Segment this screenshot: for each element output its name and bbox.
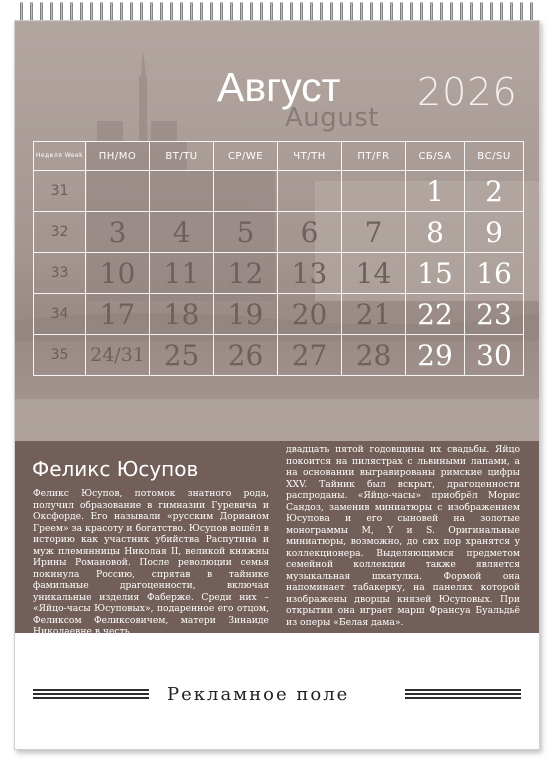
weekend-day-cell: 15: [406, 253, 465, 294]
day-cell: 20: [278, 294, 342, 335]
calendar-grid: [33, 141, 524, 376]
day-cell: [342, 171, 406, 212]
day-cell: 13: [278, 253, 342, 294]
day-cell: [86, 171, 150, 212]
weekend-day-cell: 22: [406, 294, 465, 335]
ad-decor-lines-right: [405, 689, 521, 700]
weekday-header: ЧТ/TH: [278, 142, 342, 171]
week-row: [34, 335, 524, 376]
day-cell: 17: [86, 294, 150, 335]
weekend-day-cell: 23: [465, 294, 524, 335]
background-photo-notre-dame: [15, 21, 539, 441]
month-title-en: August: [285, 103, 379, 133]
weekday-header: ПН/MO: [86, 142, 150, 171]
weekend-day-cell: 29: [406, 335, 465, 376]
day-cell: 6: [278, 212, 342, 253]
day-cell: [214, 171, 278, 212]
ad-decor-lines-left: [33, 689, 149, 700]
weekend-day-cell: 2: [465, 171, 524, 212]
day-cell: 10: [86, 253, 150, 294]
weekend-header: ВС/SU: [465, 142, 524, 171]
week-number: 35: [34, 335, 86, 376]
day-cell: 26: [214, 335, 278, 376]
day-cell: 3: [86, 212, 150, 253]
weekend-day-cell: 30: [465, 335, 524, 376]
day-cell: 18: [150, 294, 214, 335]
weekend-day-cell: 9: [465, 212, 524, 253]
day-cell: 28: [342, 335, 406, 376]
week-number: 34: [34, 294, 86, 335]
day-cell: 4: [150, 212, 214, 253]
day-cell: [278, 171, 342, 212]
day-cell: [150, 171, 214, 212]
day-cell: 7: [342, 212, 406, 253]
week-number: 31: [34, 171, 86, 212]
month-title-ru: Август: [217, 64, 341, 110]
weekend-day-cell: 8: [406, 212, 465, 253]
article-column-2: двадцать пятой годовщины их свадьбы. Яйцо покоится на пилястрах с львиными лапами, а на основании выгравированы римские цифры XXV. Тайник был вскрыт, драгоценности распроданы. «Яйцо-часы» приобрёл Морис Сандоз, заменив миниатюры с изображением Юсупова и его сыновей на золотые монограммы M, Y и S. Оригинальные миниатюры, возможно, до сих пор хранятся у коллекционера. Выделяющимся предметом семейной коллекции также является музыкальная шкатулка. Формой она напоминает табакерку, на панелях которой изображены дворцы князей Юсуповых. При открытии она играет марш Франсуа Буальдьё из оперы «Белая дама».: [286, 444, 520, 628]
weekend-day-cell: 1: [406, 171, 465, 212]
day-cell: 27: [278, 335, 342, 376]
week-row: [34, 253, 524, 294]
week-number: 33: [34, 253, 86, 294]
weekday-header: СР/WE: [214, 142, 278, 171]
weekend-day-cell: 16: [465, 253, 524, 294]
weekend-header: СБ/SA: [406, 142, 465, 171]
day-cell: 25: [150, 335, 214, 376]
calendar-page: [14, 20, 540, 750]
day-cell: 11: [150, 253, 214, 294]
article-title: Феликс Юсупов: [32, 457, 199, 481]
day-cell: 19: [214, 294, 278, 335]
week-row: [34, 294, 524, 335]
day-cell: 14: [342, 253, 406, 294]
day-cell: 21: [342, 294, 406, 335]
day-cell: 12: [214, 253, 278, 294]
week-row: [34, 212, 524, 253]
day-cell: 5: [214, 212, 278, 253]
week-number: 32: [34, 212, 86, 253]
day-cell-double: 24/31: [86, 335, 150, 376]
ad-placeholder-text: Рекламное поле: [167, 684, 350, 705]
year-label: 2026: [417, 70, 518, 114]
article-column-1: Феликс Юсупов, потомок знатного рода, получил образование в гимназии Гуревича и Оксфорде. Его называли «русским Дорианом Греем» за красоту и богатство. Юсупов вошёл в историю как участник убийства Распутина и муж племянницы Николая II, великой княжны Ирины Романовой. После революции семья покинула Россию, спрятав в тайнике фамильные драгоценности, включая уникальные изделия Фаберже. Среди них – «Яйцо-часы Юсуповых», подаренное его отцом, Феликсом Феликсовичем, матери Зинаиде Николаевне в честь: [33, 488, 269, 637]
weekday-header: ПТ/FR: [342, 142, 406, 171]
weekday-header-row: [34, 142, 524, 171]
week-column-header: Неделя Week: [34, 142, 86, 171]
weekday-header: ВТ/TU: [150, 142, 214, 171]
week-row: [34, 171, 524, 212]
